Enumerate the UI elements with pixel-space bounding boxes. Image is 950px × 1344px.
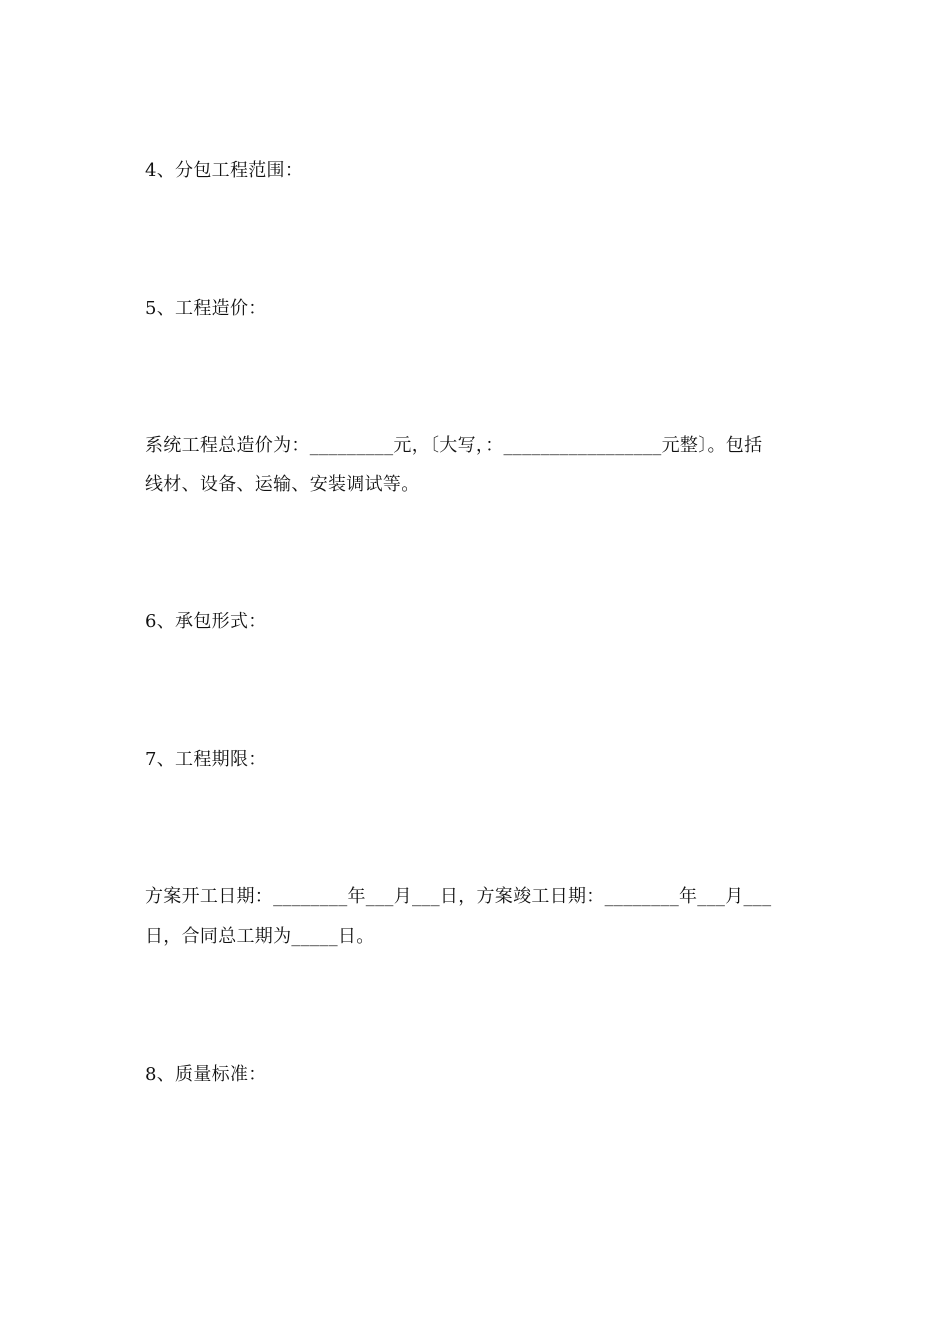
period-paragraph-line-1: 方案开工日期：________年___月___日，方案竣工日期：________年___月___: [145, 886, 772, 907]
section-heading-scope: 4、分包工程范围：: [145, 160, 304, 181]
cost-paragraph-line-2: 线材、设备、运输、安装调试等。: [145, 474, 420, 495]
section-heading-cost: 5、工程造价：: [145, 298, 267, 319]
section-heading-contract-form: 6、承包形式：: [145, 611, 267, 632]
section-heading-quality: 8、质量标准：: [145, 1064, 267, 1085]
period-paragraph-line-2: 日，合同总工期为_____日。: [145, 926, 375, 947]
section-heading-period: 7、工程期限：: [145, 749, 267, 770]
cost-paragraph-line-1: 系统工程总造价为：_________元，〔大写，：_________________元整〕。包括: [145, 435, 763, 456]
